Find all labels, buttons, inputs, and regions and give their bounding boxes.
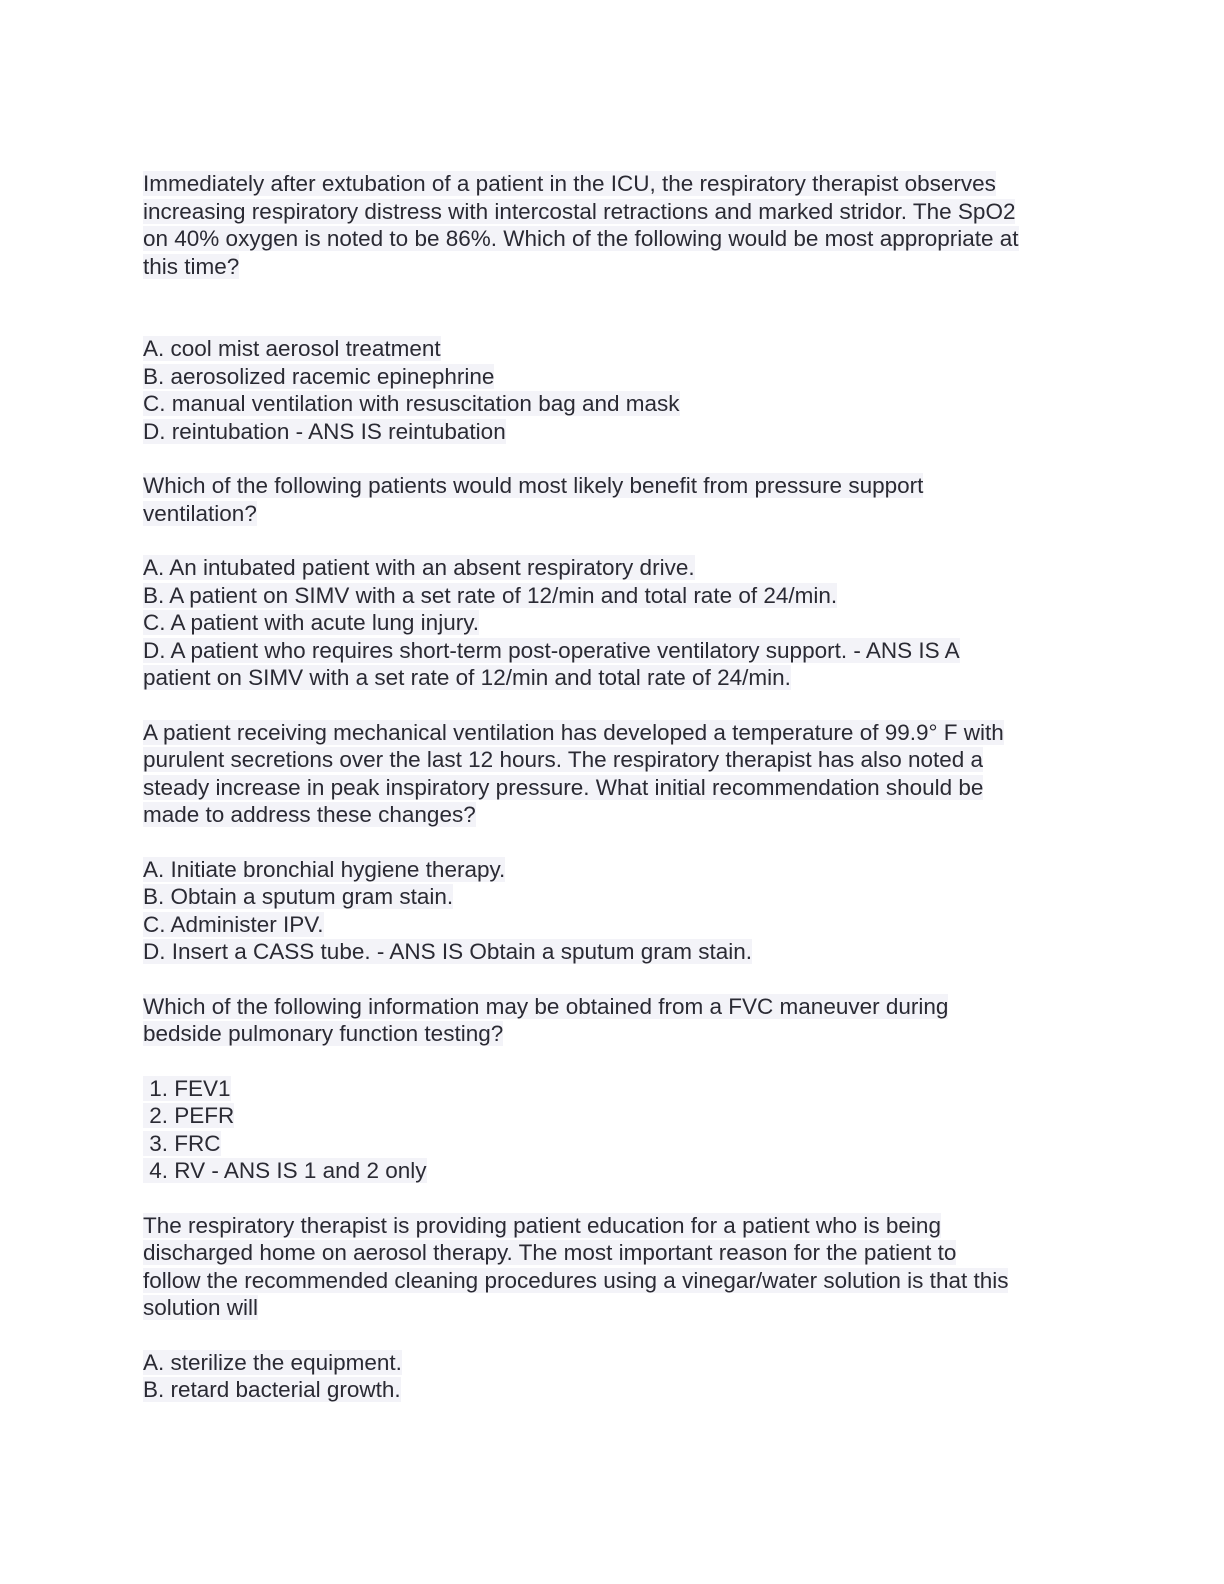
question-5-stem-line: follow the recommended cleaning procedures using a vinegar/water solution is that this [143,1267,1009,1293]
question-4-stem-line: bedside pulmonary function testing? [143,1021,504,1046]
question-5-options [143,1349,1083,1404]
question-5-option-b: B. retard bacterial growth. [143,1377,401,1402]
question-4-option-2: 2. PEFR [143,1103,235,1128]
question-3-option-c: C. Administer IPV. [143,911,324,937]
question-3-stem-line: purulent secretions over the last 12 hours. The respiratory therapist has also noted a [143,747,984,772]
question-4-option-4-answer: 4. RV - ANS IS 1 and 2 only [143,1158,427,1183]
question-2-option-b: B. A patient on SIMV with a set rate of 12/min and total rate of 24/min. [143,582,838,608]
question-5-option-a: A. sterilize the equipment. [143,1349,402,1375]
document-page [143,170,1083,1404]
question-5-stem-line: discharged home on aerosol therapy. The most important reason for the patient to [143,1240,957,1265]
question-2-stem [143,472,1083,527]
question-1-stem [143,170,1083,280]
question-4-stem-line: Which of the following information may be obtained from a FVC maneuver during [143,993,949,1019]
question-1-option-a: A. cool mist aerosol treatment [143,336,441,361]
question-3-stem [143,719,1083,829]
question-1-option-c: C. manual ventilation with resuscitation bag and mask [143,391,680,416]
question-2-option-c: C. A patient with acute lung injury. [143,610,480,635]
question-3-stem-line: steady increase in peak inspiratory pressure. What initial recommendation should be [143,774,984,800]
question-1-options [143,335,1083,445]
question-2-answer-continued: patient on SIMV with a set rate of 12/min and total rate of 24/min. [143,665,791,690]
question-1-stem-line: on 40% oxygen is noted to be 86%. Which of the following would be most appropriate at [143,226,1019,251]
question-5-stem [143,1212,1083,1322]
question-1-option-d-answer: D. reintubation - ANS IS reintubation [143,418,506,444]
question-3-option-b: B. Obtain a sputum gram stain. [143,884,454,909]
question-2-option-a: A. An intubated patient with an absent respiratory drive. [143,555,695,580]
question-4-stem [143,993,1083,1048]
question-1-stem-line: Immediately after extubation of a patient in the ICU, the respiratory therapist observes [143,171,996,196]
question-1-stem-line: increasing respiratory distress with intercostal retractions and marked stridor. The SpO2 [143,198,1016,224]
question-1-stem-line: this time? [143,253,240,279]
question-5-stem-line: solution will [143,1295,259,1320]
question-4-option-1: 1. FEV1 [143,1075,231,1101]
question-4-option-3: 3. FRC [143,1130,221,1156]
question-4-options [143,1075,1083,1185]
question-3-options [143,856,1083,966]
question-5-stem-line: The respiratory therapist is providing patient education for a patient who is being [143,1212,941,1238]
question-2-stem-line: ventilation? [143,500,257,526]
question-2-option-d-answer: D. A patient who requires short-term post-operative ventilatory support. - ANS IS A [143,637,960,663]
question-2-stem-line: Which of the following patients would most likely benefit from pressure support [143,473,924,498]
question-3-stem-line: made to address these changes? [143,802,476,827]
question-3-option-a: A. Initiate bronchial hygiene therapy. [143,856,506,882]
question-1-option-b: B. aerosolized racemic epinephrine [143,363,495,389]
question-3-option-d-answer: D. Insert a CASS tube. - ANS IS Obtain a sputum gram stain. [143,939,753,964]
question-3-stem-line: A patient receiving mechanical ventilation has developed a temperature of 99.9° F with [143,719,1004,745]
question-2-options [143,554,1083,692]
